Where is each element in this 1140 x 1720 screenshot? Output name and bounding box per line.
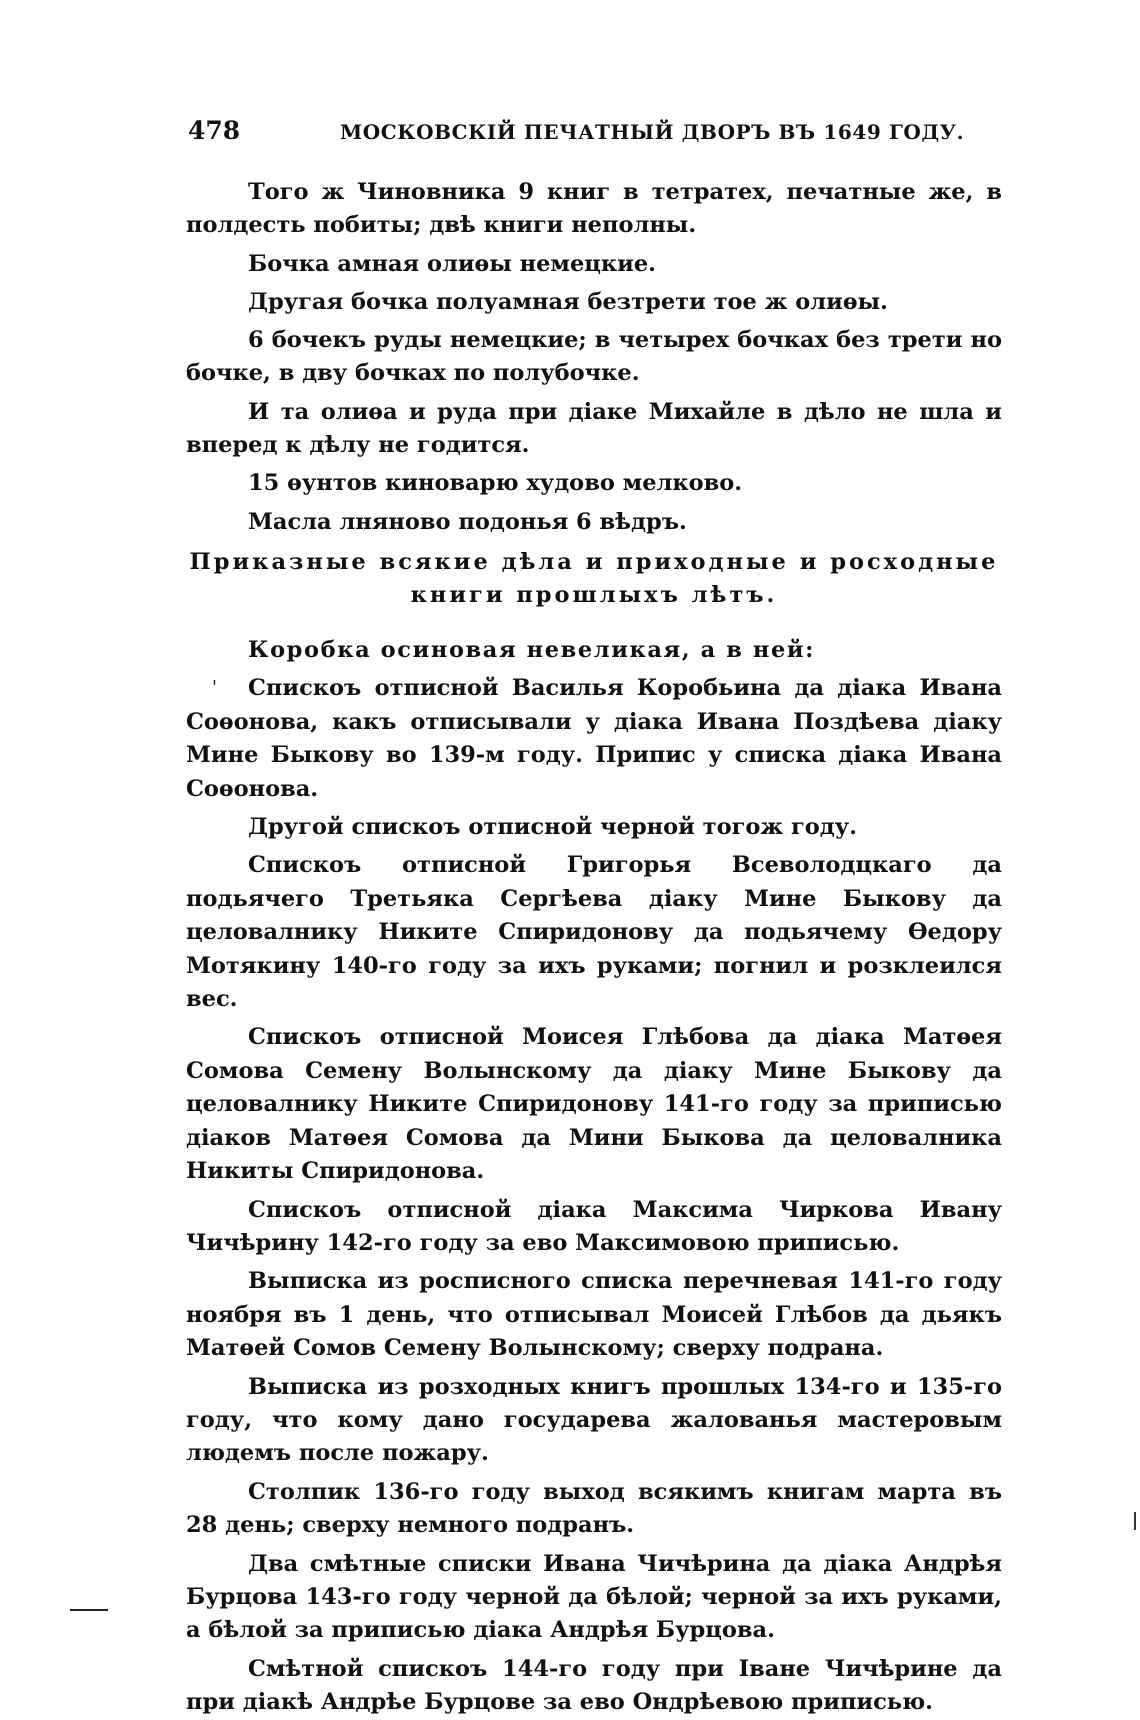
inventory-list-top (186, 176, 1002, 539)
paragraph: Бочка амная олиѳы немецкие. (248, 250, 656, 277)
margin-rule (70, 1609, 108, 1611)
list-item: Смѣтной спискоъ 144-го году при Іване Чичѣрине да при діакѣ Андрѣе Бурцове за ево Ондрѣевою приписью. (186, 1655, 1002, 1716)
paragraph: Того ж Чиновника 9 книг в тетратех, печатные же, в полдесть побиты; двѣ книги неполны. (186, 179, 1002, 239)
paragraph: 15 ѳунтов киноварю худово мелково. (248, 470, 743, 497)
paragraph: 6 бочекъ руды немецкие; в четырех бочках без трети но бочке, в дву бочках по полубочке. (186, 327, 1002, 387)
list-item: Выписка из розходных книгъ прошлых 134-го и 135-го году, что кому дано государева жалованья мастеровым людемъ после пожару. (186, 1373, 1002, 1467)
section-heading: Приказные всякие дѣла и приходные и росходные книги прошлыхъ лѣтъ. (189, 549, 999, 608)
paragraph: И та олиѳа и руда при діаке Михайле в дѣло не шла и вперед к дѣлу не годится. (186, 398, 1002, 459)
list-item: Выписка из росписного списка перечневая 141-го году ноября въ 1 день, что отписывал Моисей Глѣбов да дьякъ Матѳей Сомов Семену Волынскому; сверху подрана. (186, 1268, 1002, 1362)
page-number: 478 (188, 116, 241, 145)
paragraph: Другая бочка полуамная безтрети тое ж олиѳы. (248, 288, 888, 315)
list-item: Спискоъ отписной Григорья Всеволодцкаго да подьячего Третьяка Сергѣева діаку Мине Быкову да целовалнику Никите Спиридонову да подьячему Ѳедору Мотякину 140-го году за ихъ руками; погнил и розклеился вес. (186, 852, 1002, 1013)
list-item: Спискоъ отписной Моисея Глѣбова да діака Матѳея Сомова Семену Волынскому да діаку Мине Быкову да целовалнику Никите Спиридонову 141-го году за приписью діаков Матѳея Сомова да Мини Быкова да целовалника Никиты Спиридонова. (186, 1024, 1002, 1185)
margin-mark: ' (212, 677, 217, 698)
box-heading: Коробка осиновая невеликая, а в ней: (248, 637, 816, 663)
edge-mark (1134, 1512, 1136, 1530)
list-item: Другой спискоъ отписной черной тогож году. (248, 814, 858, 841)
running-title: МОСКОВСКІЙ ПЕЧАТНЫЙ ДВОРЪ ВЪ 1649 ГОДУ. (340, 120, 965, 144)
paragraph: Масла лняново подонья 6 вѣдръ. (248, 508, 687, 535)
list-item: Спискоъ отписной Василья Коробьина да діака Ивана Соѳонова, какъ отписывали у діака Ивана Поздѣева діаку Мине Быкову во 139-м году. Припис у списка діака Ивана Соѳонова. (186, 675, 1002, 802)
list-item: Спискоъ отписной діака Максима Чиркова Ивану Чичѣрину 142-го году за ево Максимовою приписью. (186, 1196, 1002, 1256)
records-list (186, 634, 1002, 1720)
list-item: Столпик 136-го году выход всякимъ книгам марта въ 28 день; сверху немного подранъ. (186, 1478, 1002, 1539)
list-item: Два смѣтные списки Ивана Чичѣрина да діака Андрѣя Бурцова 143-го году черной да бѣлой; черной за ихъ руками, а бѣлой за приписью діака Андрѣя Бурцова. (186, 1550, 1002, 1644)
